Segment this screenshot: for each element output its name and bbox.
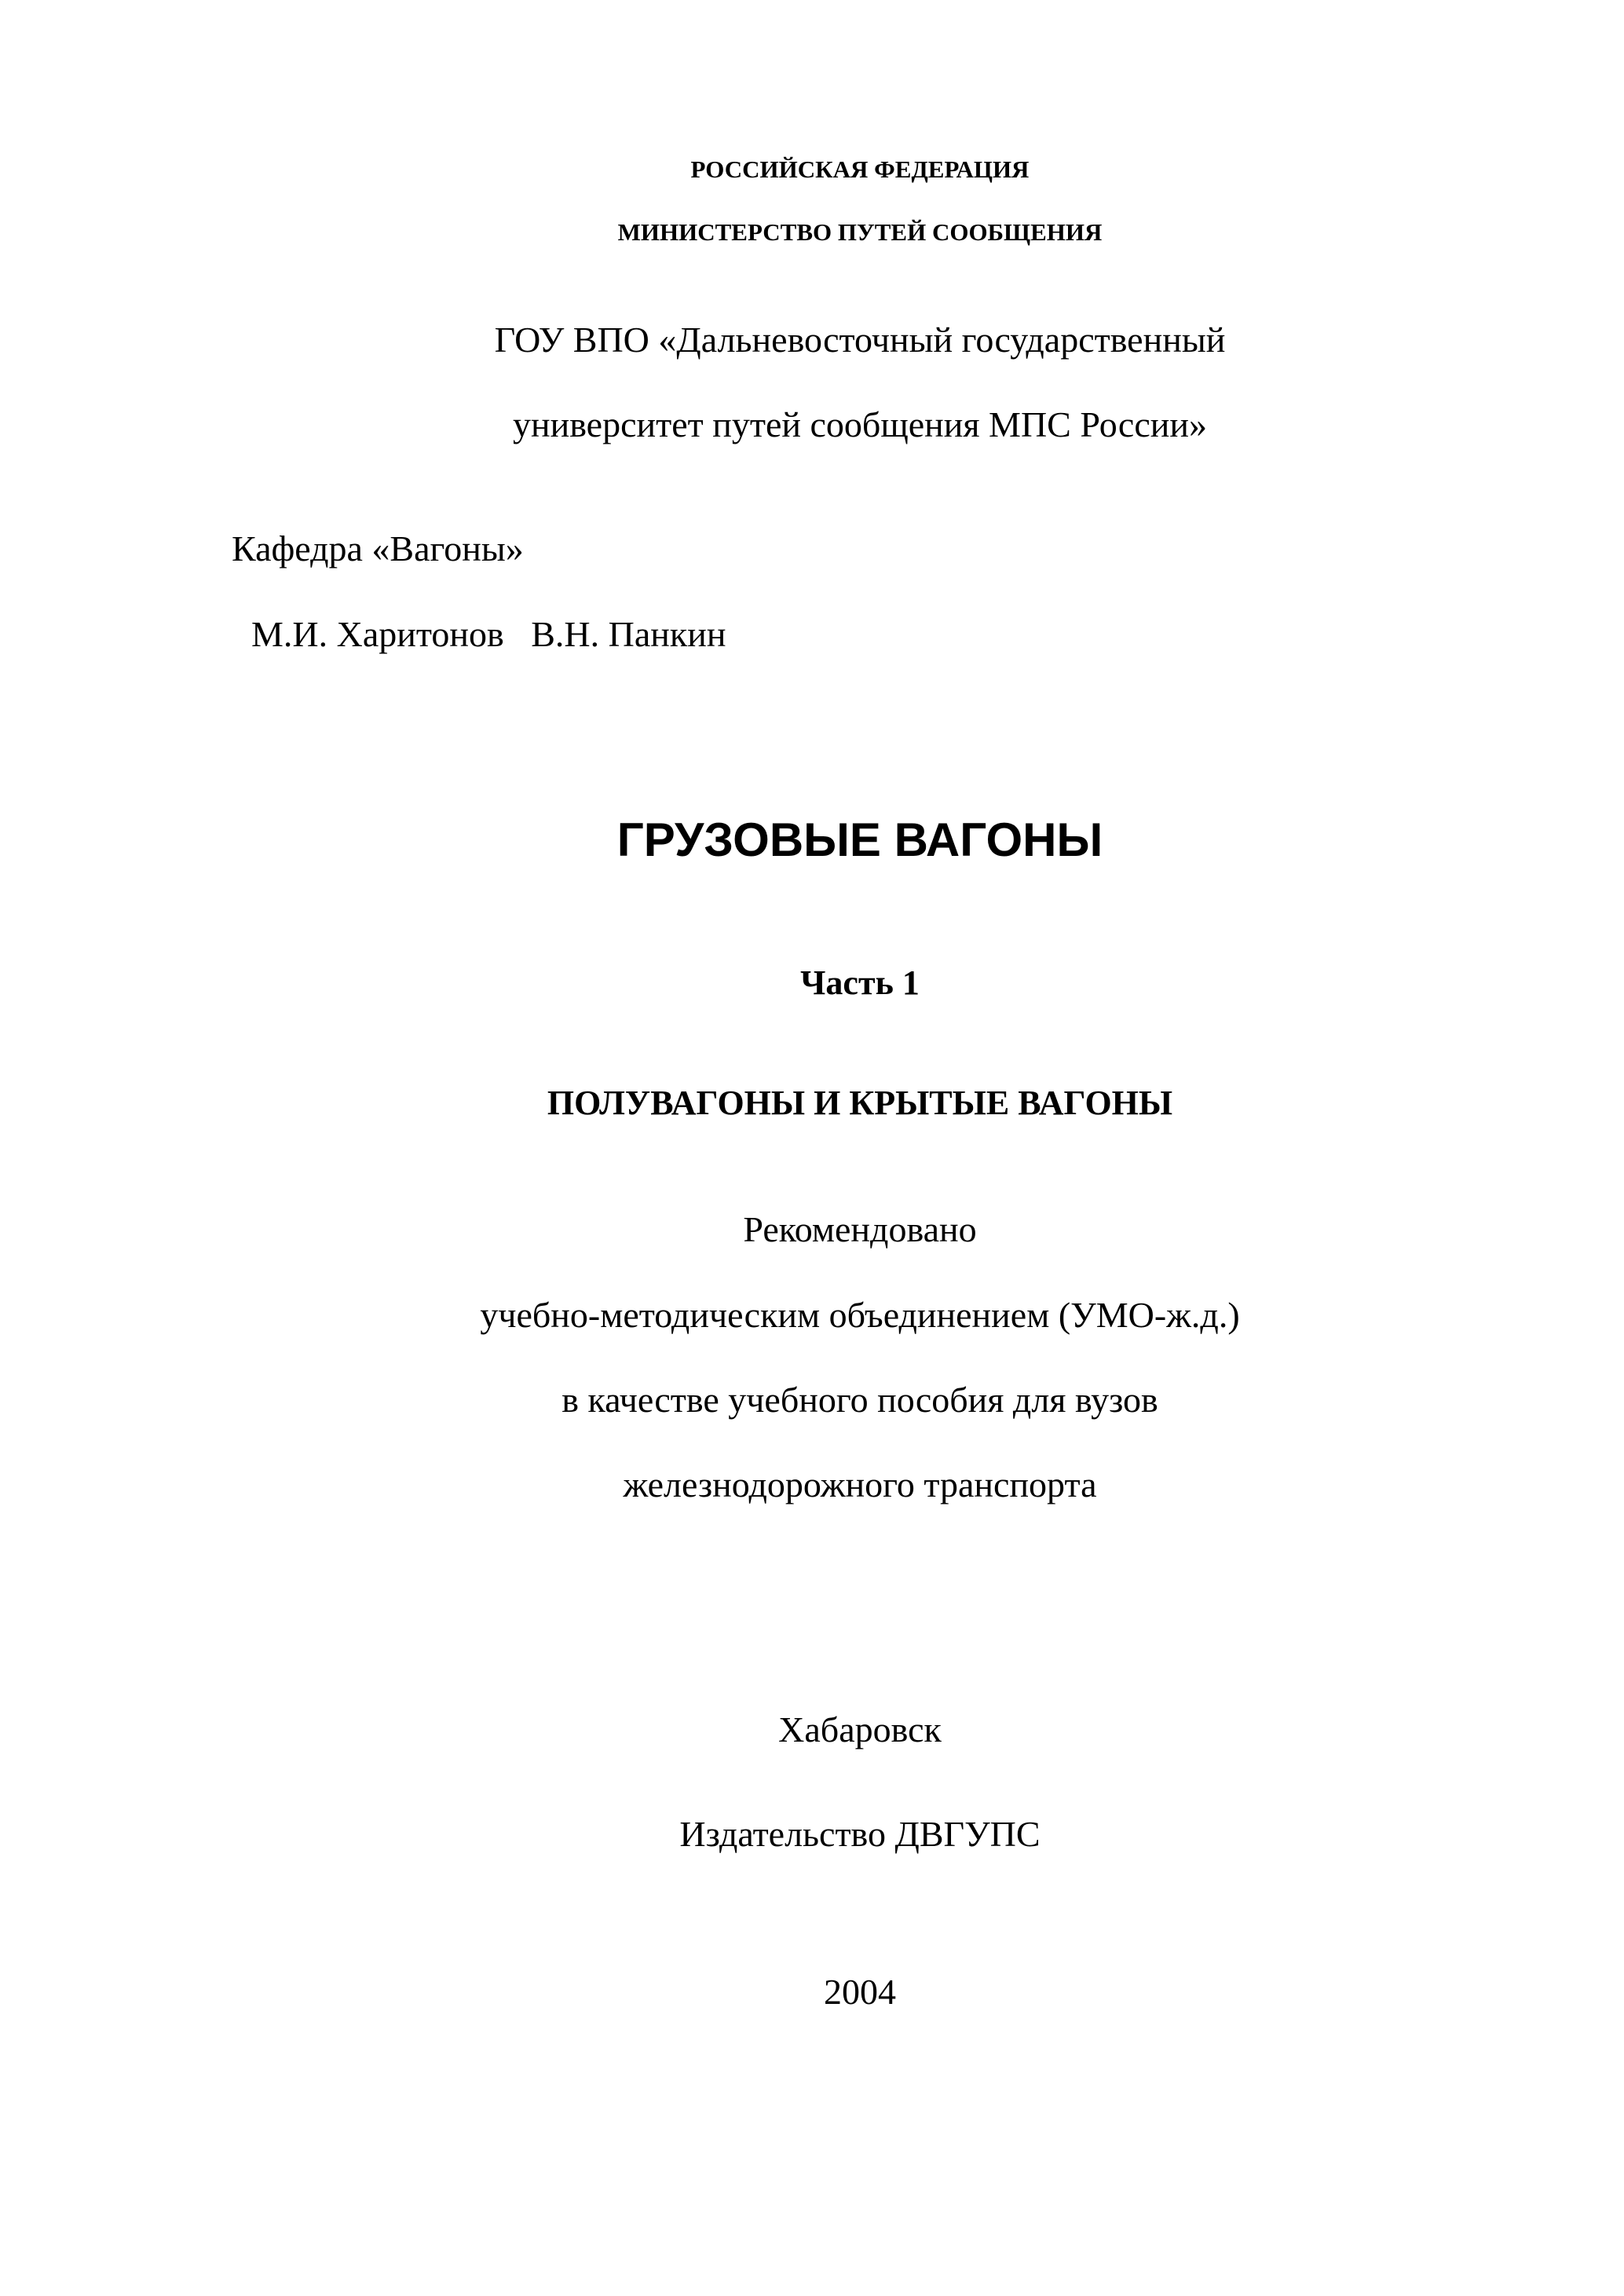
recommendation-line: железнодорожного транспорта	[623, 1464, 1097, 1504]
recommendation-line: Рекомендовано	[743, 1209, 977, 1249]
department-name: Кафедра «Вагоны»	[232, 528, 524, 569]
recommendation-line: учебно-методическим объединением (УМО-ж.д.)	[480, 1295, 1240, 1335]
university-name-line2: университет путей сообщения МПС России»	[512, 404, 1208, 444]
book-title: ГРУЗОВЫЕ ВАГОНЫ	[616, 813, 1103, 866]
publication-year: 2004	[824, 1972, 896, 2012]
recommendation-line: в качестве учебного пособия для вузов	[561, 1380, 1158, 1420]
publication-city: Хабаровск	[778, 1709, 942, 1749]
university-name-line1: ГОУ ВПО «Дальневосточный государственный	[494, 320, 1226, 360]
part-number: Часть 1	[800, 963, 920, 1002]
book-subtitle: ПОЛУВАГОНЫ И КРЫТЫЕ ВАГОНЫ	[547, 1084, 1173, 1122]
authors: М.И. Харитонов В.Н. Панкин	[251, 614, 726, 654]
publisher-name: Издательство ДВГУПС	[679, 1814, 1041, 1854]
country-heading: РОССИЙСКАЯ ФЕДЕРАЦИЯ	[690, 155, 1030, 183]
ministry-heading: МИНИСТЕРСТВО ПУТЕЙ СООБЩЕНИЯ	[617, 218, 1103, 246]
